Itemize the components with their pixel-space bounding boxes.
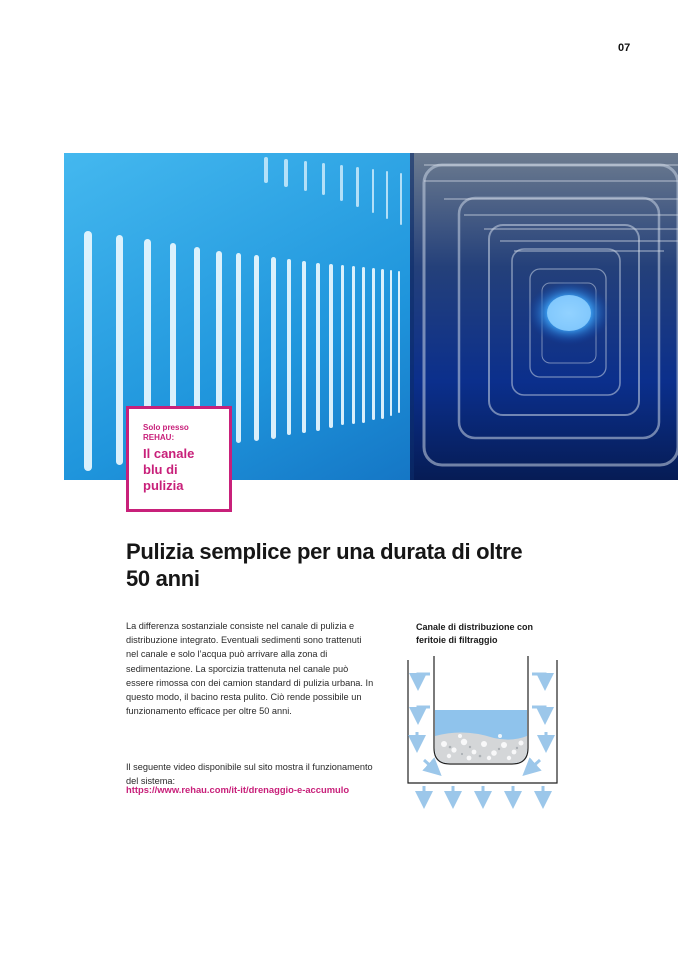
body-paragraph-1: La differenza sostanziale consiste nel canale di pulizia e distribuzione integrato. Eventuali sedimenti sono trattenuti nel canale e solo l’acqua può arrivare alla zona di sedimentazione. La sporcizia trattenuta nel canale può essere rimossa con dei camion standard di pulizia urbana. In questo modo, il bacino resta pulito. Ciò rende possibile un funzionamento efficace per oltre 50 anni. — [126, 621, 374, 717]
page-number: 07 — [618, 42, 631, 54]
body-paragraph-2: Il seguente video disponibile sul sito mostra il funzionamento del sistema: — [126, 762, 373, 787]
callout-kicker: Solo presso REHAU: — [143, 423, 189, 442]
callout-title: Il canale blu di pulizia — [143, 446, 195, 493]
page-headline: Pulizia semplice per una durata di oltre 50 anni — [126, 539, 523, 591]
callout-box — [126, 406, 232, 512]
video-link[interactable]: https://www.rehau.com/it-it/drenaggio-e-accumulo — [126, 784, 350, 795]
diagram-title: Canale di distribuzione con feritoie di filtraggio — [416, 622, 534, 645]
channel-diagram — [404, 652, 564, 810]
